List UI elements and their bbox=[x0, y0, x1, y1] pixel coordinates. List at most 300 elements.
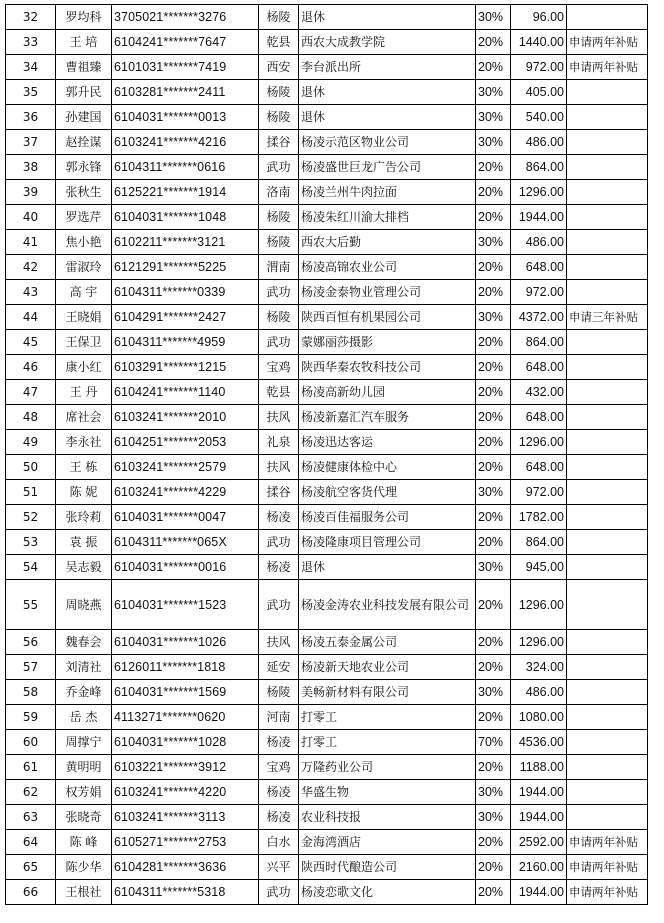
work-unit-cell: 农业科技报 bbox=[299, 805, 476, 830]
subsidy-rate-cell: 30% bbox=[476, 805, 511, 830]
work-unit-cell: 退休 bbox=[299, 80, 476, 105]
region-cell: 揉谷 bbox=[259, 130, 299, 155]
subsidy-amount-cell: 864.00 bbox=[511, 155, 567, 180]
id-number-cell: 6104311*******0616 bbox=[112, 155, 259, 180]
work-unit-cell: 杨凌健康体检中心 bbox=[299, 455, 476, 480]
row-number-cell: 45 bbox=[6, 330, 56, 355]
table-row bbox=[6, 405, 648, 430]
subsidy-amount-cell: 972.00 bbox=[511, 480, 567, 505]
region-cell: 武功 bbox=[259, 530, 299, 555]
subsidy-amount-cell: 2592.00 bbox=[511, 830, 567, 855]
remark-cell: 申请两年补贴 bbox=[567, 30, 648, 55]
work-unit-cell: 美畅新材料有限公司 bbox=[299, 680, 476, 705]
row-number-cell: 52 bbox=[6, 505, 56, 530]
id-number-cell: 6102211*******3121 bbox=[112, 230, 259, 255]
subsidy-rate-cell: 20% bbox=[476, 405, 511, 430]
row-number-cell: 53 bbox=[6, 530, 56, 555]
id-number-cell: 6104031*******1523 bbox=[112, 580, 259, 630]
remark-cell bbox=[567, 655, 648, 680]
subsidy-amount-cell: 1188.00 bbox=[511, 755, 567, 780]
id-number-cell: 6101031*******7419 bbox=[112, 55, 259, 80]
row-number-cell: 54 bbox=[6, 555, 56, 580]
person-name-cell: 焦小艳 bbox=[56, 230, 112, 255]
subsidy-rate-cell: 30% bbox=[476, 480, 511, 505]
person-name-cell: 吴志毅 bbox=[56, 555, 112, 580]
subsidy-rate-cell: 20% bbox=[476, 280, 511, 305]
subsidy-amount-cell: 1296.00 bbox=[511, 630, 567, 655]
table-row bbox=[6, 355, 648, 380]
subsidy-amount-cell: 2160.00 bbox=[511, 855, 567, 880]
remark-cell bbox=[567, 80, 648, 105]
work-unit-cell: 打零工 bbox=[299, 705, 476, 730]
remark-cell bbox=[567, 530, 648, 555]
subsidy-rate-cell: 30% bbox=[476, 780, 511, 805]
row-number-cell: 63 bbox=[6, 805, 56, 830]
person-name-cell: 王 培 bbox=[56, 30, 112, 55]
region-cell: 杨凌 bbox=[259, 555, 299, 580]
region-cell: 礼泉 bbox=[259, 430, 299, 455]
subsidy-amount-cell: 1296.00 bbox=[511, 180, 567, 205]
subsidy-rate-cell: 20% bbox=[476, 355, 511, 380]
table-row bbox=[6, 30, 648, 55]
work-unit-cell: 陕西百恒有机果园公司 bbox=[299, 305, 476, 330]
remark-cell bbox=[567, 280, 648, 305]
table-row bbox=[6, 730, 648, 755]
subsidy-amount-cell: 1080.00 bbox=[511, 705, 567, 730]
region-cell: 杨凌 bbox=[259, 730, 299, 755]
subsidy-rate-cell: 20% bbox=[476, 705, 511, 730]
subsidy-rate-cell: 20% bbox=[476, 205, 511, 230]
person-name-cell: 郭升民 bbox=[56, 80, 112, 105]
subsidy-amount-cell: 96.00 bbox=[511, 5, 567, 30]
subsidy-amount-cell: 432.00 bbox=[511, 380, 567, 405]
region-cell: 杨陵 bbox=[259, 5, 299, 30]
subsidy-amount-cell: 4372.00 bbox=[511, 305, 567, 330]
table-row bbox=[6, 855, 648, 880]
work-unit-cell: 退休 bbox=[299, 105, 476, 130]
table-row bbox=[6, 655, 648, 680]
remark-cell bbox=[567, 630, 648, 655]
work-unit-cell: 杨凌五泰金属公司 bbox=[299, 630, 476, 655]
row-number-cell: 34 bbox=[6, 55, 56, 80]
remark-cell bbox=[567, 230, 648, 255]
subsidy-amount-cell: 1782.00 bbox=[511, 505, 567, 530]
work-unit-cell: 退休 bbox=[299, 555, 476, 580]
row-number-cell: 43 bbox=[6, 280, 56, 305]
remark-cell bbox=[567, 205, 648, 230]
remark-cell bbox=[567, 255, 648, 280]
id-number-cell: 6104241*******1140 bbox=[112, 380, 259, 405]
remark-cell bbox=[567, 805, 648, 830]
work-unit-cell: 杨凌朱红川渝大排档 bbox=[299, 205, 476, 230]
subsidy-amount-cell: 324.00 bbox=[511, 655, 567, 680]
subsidy-rate-cell: 20% bbox=[476, 655, 511, 680]
work-unit-cell: 杨凌恋歌文化 bbox=[299, 880, 476, 905]
subsidy-amount-cell: 1944.00 bbox=[511, 780, 567, 805]
work-unit-cell: 杨凌新嘉汇汽车服务 bbox=[299, 405, 476, 430]
region-cell: 武功 bbox=[259, 580, 299, 630]
subsidy-rate-cell: 20% bbox=[476, 855, 511, 880]
region-cell: 宝鸡 bbox=[259, 355, 299, 380]
region-cell: 杨陵 bbox=[259, 80, 299, 105]
table-row bbox=[6, 680, 648, 705]
region-cell: 扶风 bbox=[259, 405, 299, 430]
id-number-cell: 6103221*******3912 bbox=[112, 755, 259, 780]
id-number-cell: 6104281*******3636 bbox=[112, 855, 259, 880]
region-cell: 宝鸡 bbox=[259, 755, 299, 780]
subsidy-amount-cell: 648.00 bbox=[511, 355, 567, 380]
subsidy-rate-cell: 30% bbox=[476, 105, 511, 130]
region-cell: 杨凌 bbox=[259, 505, 299, 530]
table-row bbox=[6, 255, 648, 280]
person-name-cell: 罗选芹 bbox=[56, 205, 112, 230]
work-unit-cell: 金海湾酒店 bbox=[299, 830, 476, 855]
subsidy-rate-cell: 30% bbox=[476, 305, 511, 330]
region-cell: 杨陵 bbox=[259, 305, 299, 330]
id-number-cell: 6104311*******065X bbox=[112, 530, 259, 555]
row-number-cell: 48 bbox=[6, 405, 56, 430]
person-name-cell: 陈少华 bbox=[56, 855, 112, 880]
id-number-cell: 6105271*******2753 bbox=[112, 830, 259, 855]
subsidy-rate-cell: 70% bbox=[476, 730, 511, 755]
id-number-cell: 6103241*******3113 bbox=[112, 805, 259, 830]
id-number-cell: 4113271*******0620 bbox=[112, 705, 259, 730]
subsidy-rate-cell: 20% bbox=[476, 755, 511, 780]
subsidy-amount-cell: 1296.00 bbox=[511, 580, 567, 630]
id-number-cell: 6103241*******2010 bbox=[112, 405, 259, 430]
region-cell: 杨凌 bbox=[259, 805, 299, 830]
table-row bbox=[6, 130, 648, 155]
id-number-cell: 6104031*******1026 bbox=[112, 630, 259, 655]
work-unit-cell: 李台派出所 bbox=[299, 55, 476, 80]
remark-cell bbox=[567, 455, 648, 480]
subsidy-rate-cell: 20% bbox=[476, 255, 511, 280]
region-cell: 杨陵 bbox=[259, 230, 299, 255]
region-cell: 乾县 bbox=[259, 380, 299, 405]
work-unit-cell: 打零工 bbox=[299, 730, 476, 755]
remark-cell bbox=[567, 355, 648, 380]
subsidy-amount-cell: 405.00 bbox=[511, 80, 567, 105]
work-unit-cell: 杨凌金泰物业管理公司 bbox=[299, 280, 476, 305]
remark-cell: 申请两年补贴 bbox=[567, 880, 648, 905]
remark-cell bbox=[567, 105, 648, 130]
table-row bbox=[6, 455, 648, 480]
subsidy-amount-cell: 486.00 bbox=[511, 680, 567, 705]
subsidy-rate-cell: 30% bbox=[476, 80, 511, 105]
row-number-cell: 58 bbox=[6, 680, 56, 705]
person-name-cell: 王 栋 bbox=[56, 455, 112, 480]
work-unit-cell: 杨凌高新幼儿园 bbox=[299, 380, 476, 405]
id-number-cell: 6103241*******2579 bbox=[112, 455, 259, 480]
row-number-cell: 55 bbox=[6, 580, 56, 630]
id-number-cell: 6103241*******4229 bbox=[112, 480, 259, 505]
table-row bbox=[6, 230, 648, 255]
work-unit-cell: 陕西时代酿造公司 bbox=[299, 855, 476, 880]
work-unit-cell: 杨凌新天地农业公司 bbox=[299, 655, 476, 680]
remark-cell bbox=[567, 680, 648, 705]
row-number-cell: 61 bbox=[6, 755, 56, 780]
row-number-cell: 64 bbox=[6, 830, 56, 855]
remark-cell bbox=[567, 555, 648, 580]
remark-cell bbox=[567, 405, 648, 430]
person-name-cell: 岳 杰 bbox=[56, 705, 112, 730]
person-name-cell: 高 宇 bbox=[56, 280, 112, 305]
remark-cell: 申请两年补贴 bbox=[567, 55, 648, 80]
id-number-cell: 6104031*******0047 bbox=[112, 505, 259, 530]
row-number-cell: 46 bbox=[6, 355, 56, 380]
region-cell: 武功 bbox=[259, 330, 299, 355]
remark-cell bbox=[567, 580, 648, 630]
subsidy-amount-cell: 648.00 bbox=[511, 405, 567, 430]
person-name-cell: 罗均科 bbox=[56, 5, 112, 30]
region-cell: 乾县 bbox=[259, 30, 299, 55]
row-number-cell: 56 bbox=[6, 630, 56, 655]
table-row bbox=[6, 705, 648, 730]
region-cell: 杨陵 bbox=[259, 105, 299, 130]
subsidy-amount-cell: 486.00 bbox=[511, 230, 567, 255]
id-number-cell: 6126011*******1818 bbox=[112, 655, 259, 680]
subsidy-rate-cell: 30% bbox=[476, 680, 511, 705]
table-row bbox=[6, 880, 648, 905]
work-unit-cell: 杨凌高锦农业公司 bbox=[299, 255, 476, 280]
table-row bbox=[6, 80, 648, 105]
id-number-cell: 6121291*******5225 bbox=[112, 255, 259, 280]
table-row bbox=[6, 805, 648, 830]
row-number-cell: 60 bbox=[6, 730, 56, 755]
id-number-cell: 6104311*******0339 bbox=[112, 280, 259, 305]
row-number-cell: 50 bbox=[6, 455, 56, 480]
table-row bbox=[6, 755, 648, 780]
id-number-cell: 6104031*******1569 bbox=[112, 680, 259, 705]
remark-cell bbox=[567, 505, 648, 530]
person-name-cell: 席社会 bbox=[56, 405, 112, 430]
work-unit-cell: 杨凌示范区物业公司 bbox=[299, 130, 476, 155]
person-name-cell: 郭永锋 bbox=[56, 155, 112, 180]
row-number-cell: 40 bbox=[6, 205, 56, 230]
region-cell: 西安 bbox=[259, 55, 299, 80]
subsidy-amount-cell: 972.00 bbox=[511, 280, 567, 305]
subsidy-rate-cell: 20% bbox=[476, 880, 511, 905]
table-row bbox=[6, 180, 648, 205]
row-number-cell: 36 bbox=[6, 105, 56, 130]
person-name-cell: 孙建国 bbox=[56, 105, 112, 130]
subsidy-rate-cell: 20% bbox=[476, 430, 511, 455]
row-number-cell: 59 bbox=[6, 705, 56, 730]
person-name-cell: 曹祖臻 bbox=[56, 55, 112, 80]
roster-body bbox=[6, 5, 648, 905]
row-number-cell: 32 bbox=[6, 5, 56, 30]
id-number-cell: 6103241*******4220 bbox=[112, 780, 259, 805]
row-number-cell: 39 bbox=[6, 180, 56, 205]
row-number-cell: 33 bbox=[6, 30, 56, 55]
work-unit-cell: 杨凌隆康项目管理公司 bbox=[299, 530, 476, 555]
work-unit-cell: 华盛生物 bbox=[299, 780, 476, 805]
id-number-cell: 6104241*******7647 bbox=[112, 30, 259, 55]
work-unit-cell: 蒙娜丽莎摄影 bbox=[299, 330, 476, 355]
table-row bbox=[6, 505, 648, 530]
id-number-cell: 6104031*******0013 bbox=[112, 105, 259, 130]
row-number-cell: 66 bbox=[6, 880, 56, 905]
remark-cell bbox=[567, 730, 648, 755]
id-number-cell: 6104031*******0016 bbox=[112, 555, 259, 580]
remark-cell bbox=[567, 130, 648, 155]
remark-cell: 申请三年补贴 bbox=[567, 305, 648, 330]
remark-cell bbox=[567, 705, 648, 730]
region-cell: 延安 bbox=[259, 655, 299, 680]
table-row bbox=[6, 830, 648, 855]
person-name-cell: 陈 峰 bbox=[56, 830, 112, 855]
region-cell: 扶风 bbox=[259, 630, 299, 655]
subsidy-amount-cell: 648.00 bbox=[511, 455, 567, 480]
person-name-cell: 刘清社 bbox=[56, 655, 112, 680]
id-number-cell: 6104251*******2053 bbox=[112, 430, 259, 455]
id-number-cell: 6104291*******2427 bbox=[112, 305, 259, 330]
row-number-cell: 42 bbox=[6, 255, 56, 280]
remark-cell bbox=[567, 755, 648, 780]
work-unit-cell: 万隆药业公司 bbox=[299, 755, 476, 780]
row-number-cell: 35 bbox=[6, 80, 56, 105]
row-number-cell: 49 bbox=[6, 430, 56, 455]
subsidy-rate-cell: 20% bbox=[476, 330, 511, 355]
id-number-cell: 6104311*******5318 bbox=[112, 880, 259, 905]
region-cell: 武功 bbox=[259, 880, 299, 905]
row-number-cell: 38 bbox=[6, 155, 56, 180]
remark-cell bbox=[567, 155, 648, 180]
table-row bbox=[6, 105, 648, 130]
table-row bbox=[6, 5, 648, 30]
remark-cell bbox=[567, 330, 648, 355]
id-number-cell: 6104311*******4959 bbox=[112, 330, 259, 355]
table-row bbox=[6, 205, 648, 230]
row-number-cell: 65 bbox=[6, 855, 56, 880]
id-number-cell: 6125221*******1914 bbox=[112, 180, 259, 205]
work-unit-cell: 杨凌航空客货代理 bbox=[299, 480, 476, 505]
person-name-cell: 王根社 bbox=[56, 880, 112, 905]
person-name-cell: 康小红 bbox=[56, 355, 112, 380]
person-name-cell: 黄明明 bbox=[56, 755, 112, 780]
remark-cell bbox=[567, 180, 648, 205]
subsidy-amount-cell: 864.00 bbox=[511, 530, 567, 555]
region-cell: 武功 bbox=[259, 280, 299, 305]
remark-cell bbox=[567, 480, 648, 505]
person-name-cell: 雷淑玲 bbox=[56, 255, 112, 280]
row-number-cell: 37 bbox=[6, 130, 56, 155]
person-name-cell: 周撑宁 bbox=[56, 730, 112, 755]
work-unit-cell: 杨凌金涛农业科技发展有限公司 bbox=[299, 580, 476, 630]
table-row bbox=[6, 280, 648, 305]
subsidy-rate-cell: 30% bbox=[476, 555, 511, 580]
id-number-cell: 6103241*******4216 bbox=[112, 130, 259, 155]
region-cell: 杨陵 bbox=[259, 680, 299, 705]
remark-cell bbox=[567, 430, 648, 455]
person-name-cell: 赵拴谋 bbox=[56, 130, 112, 155]
person-name-cell: 张晓奇 bbox=[56, 805, 112, 830]
region-cell: 洛南 bbox=[259, 180, 299, 205]
subsidy-rate-cell: 20% bbox=[476, 55, 511, 80]
region-cell: 白水 bbox=[259, 830, 299, 855]
person-name-cell: 张秋生 bbox=[56, 180, 112, 205]
id-number-cell: 3705021*******3276 bbox=[112, 5, 259, 30]
remark-cell bbox=[567, 380, 648, 405]
id-number-cell: 6104031*******1028 bbox=[112, 730, 259, 755]
row-number-cell: 41 bbox=[6, 230, 56, 255]
row-number-cell: 47 bbox=[6, 380, 56, 405]
subsidy-amount-cell: 4536.00 bbox=[511, 730, 567, 755]
table-row bbox=[6, 580, 648, 630]
subsidy-rate-cell: 20% bbox=[476, 630, 511, 655]
table-row bbox=[6, 630, 648, 655]
region-cell: 揉谷 bbox=[259, 480, 299, 505]
table-row bbox=[6, 780, 648, 805]
subsidy-amount-cell: 1944.00 bbox=[511, 805, 567, 830]
table-row bbox=[6, 155, 648, 180]
subsidy-amount-cell: 1440.00 bbox=[511, 30, 567, 55]
subsidy-rate-cell: 20% bbox=[476, 155, 511, 180]
table-row bbox=[6, 330, 648, 355]
subsidy-rate-cell: 20% bbox=[476, 580, 511, 630]
subsidy-roster-table bbox=[5, 4, 648, 905]
subsidy-amount-cell: 945.00 bbox=[511, 555, 567, 580]
person-name-cell: 王保卫 bbox=[56, 330, 112, 355]
subsidy-rate-cell: 20% bbox=[476, 530, 511, 555]
subsidy-amount-cell: 864.00 bbox=[511, 330, 567, 355]
table-row bbox=[6, 380, 648, 405]
table-row bbox=[6, 55, 648, 80]
remark-cell: 申请两年补贴 bbox=[567, 855, 648, 880]
id-number-cell: 6104031*******1048 bbox=[112, 205, 259, 230]
work-unit-cell: 西农大成教学院 bbox=[299, 30, 476, 55]
region-cell: 兴平 bbox=[259, 855, 299, 880]
subsidy-rate-cell: 30% bbox=[476, 5, 511, 30]
table-row bbox=[6, 530, 648, 555]
subsidy-amount-cell: 1296.00 bbox=[511, 430, 567, 455]
person-name-cell: 陈 妮 bbox=[56, 480, 112, 505]
person-name-cell: 权芳娟 bbox=[56, 780, 112, 805]
region-cell: 渭南 bbox=[259, 255, 299, 280]
person-name-cell: 乔金峰 bbox=[56, 680, 112, 705]
id-number-cell: 6103291*******1215 bbox=[112, 355, 259, 380]
work-unit-cell: 陕西华秦农牧科技公司 bbox=[299, 355, 476, 380]
subsidy-amount-cell: 540.00 bbox=[511, 105, 567, 130]
region-cell: 杨陵 bbox=[259, 205, 299, 230]
subsidy-rate-cell: 20% bbox=[476, 380, 511, 405]
subsidy-amount-cell: 1944.00 bbox=[511, 880, 567, 905]
person-name-cell: 王晓娟 bbox=[56, 305, 112, 330]
person-name-cell: 李永社 bbox=[56, 430, 112, 455]
work-unit-cell: 杨凌盛世巨龙广告公司 bbox=[299, 155, 476, 180]
remark-cell bbox=[567, 5, 648, 30]
subsidy-rate-cell: 20% bbox=[476, 505, 511, 530]
id-number-cell: 6103281*******2411 bbox=[112, 80, 259, 105]
region-cell: 武功 bbox=[259, 155, 299, 180]
row-number-cell: 51 bbox=[6, 480, 56, 505]
subsidy-rate-cell: 30% bbox=[476, 130, 511, 155]
subsidy-amount-cell: 1944.00 bbox=[511, 205, 567, 230]
row-number-cell: 57 bbox=[6, 655, 56, 680]
person-name-cell: 周晓燕 bbox=[56, 580, 112, 630]
person-name-cell: 张玲莉 bbox=[56, 505, 112, 530]
subsidy-rate-cell: 20% bbox=[476, 180, 511, 205]
subsidy-amount-cell: 486.00 bbox=[511, 130, 567, 155]
subsidy-rate-cell: 30% bbox=[476, 230, 511, 255]
work-unit-cell: 杨凌迅达客运 bbox=[299, 430, 476, 455]
row-number-cell: 62 bbox=[6, 780, 56, 805]
work-unit-cell: 杨凌百佳福服务公司 bbox=[299, 505, 476, 530]
table-row bbox=[6, 430, 648, 455]
table-row bbox=[6, 305, 648, 330]
work-unit-cell: 杨凌兰州牛肉拉面 bbox=[299, 180, 476, 205]
region-cell: 杨凌 bbox=[259, 780, 299, 805]
